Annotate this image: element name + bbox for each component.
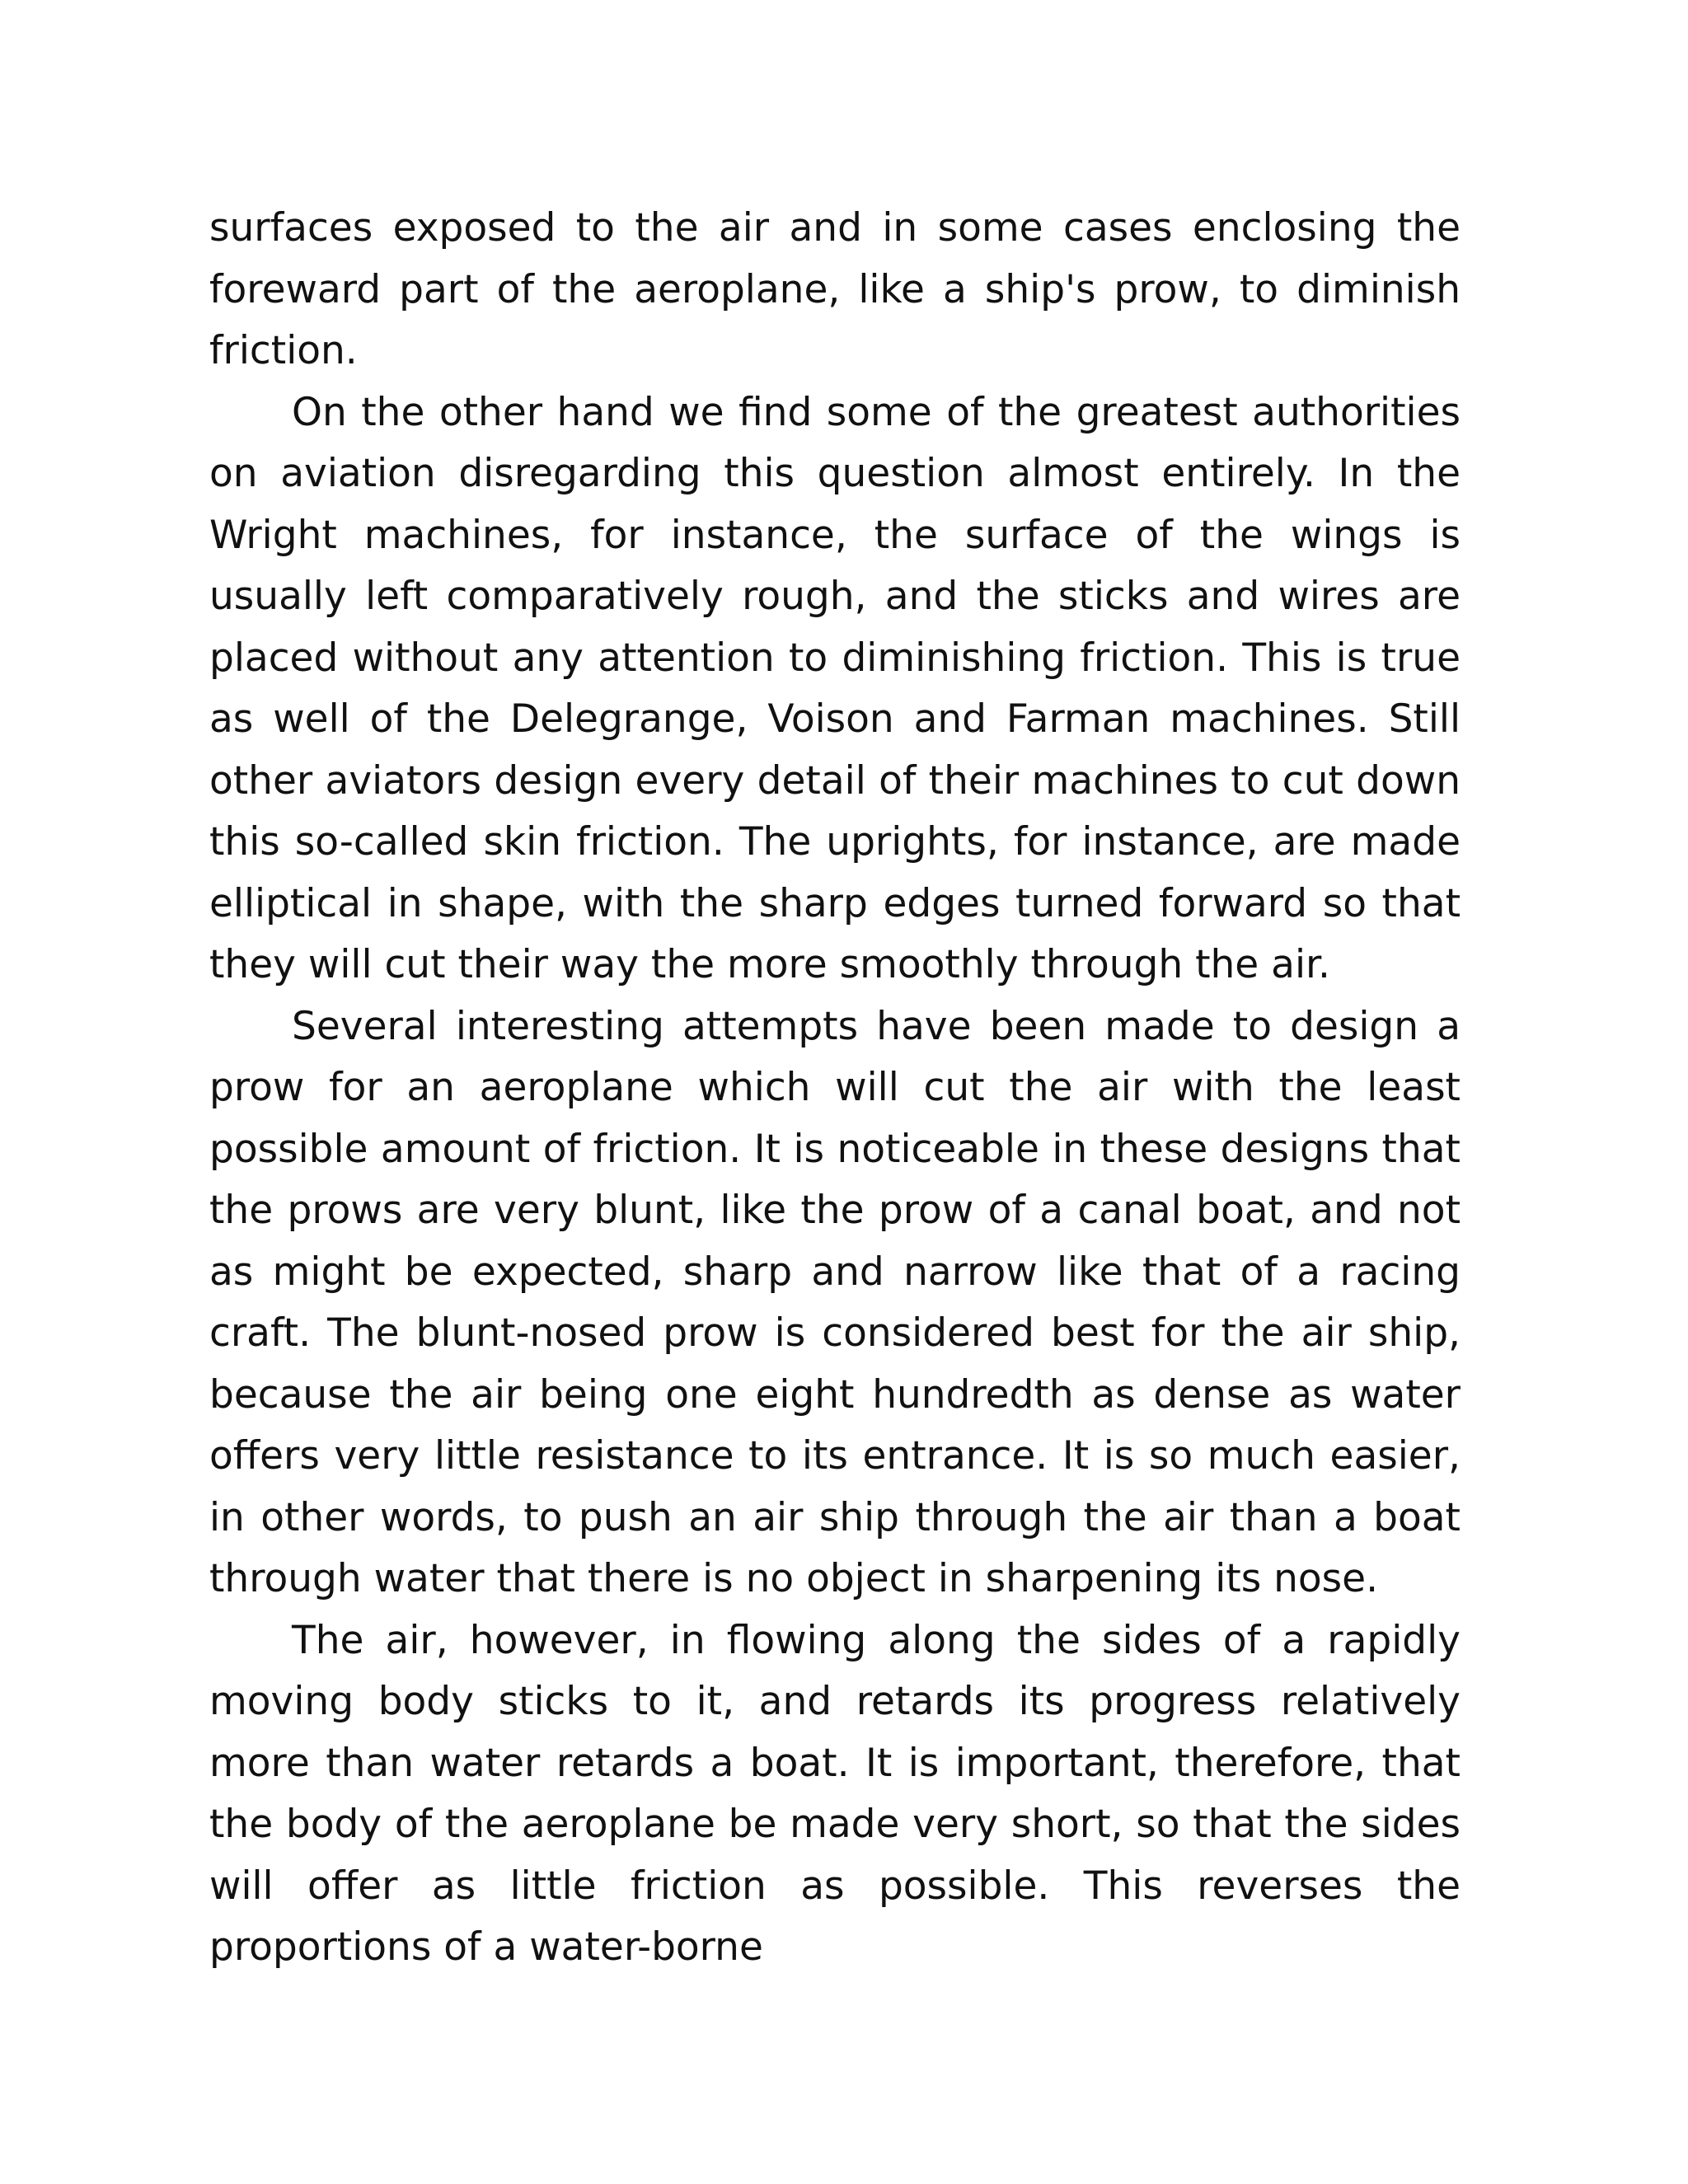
body-text xyxy=(209,198,1461,1979)
paragraph-authorities: On the other hand we find some of the greatest authorities on aviation disregarding this question almost entirely. In the Wright machines, for instance, the surface of the wings is usually left comparatively rough, and the sticks and wires are placed without any attention to diminishing friction. This is true as well of the Delegrange, Voison and Farman machines. Still other aviators design every detail of their machines to cut down this so-called skin friction. The uprights, for instance, are made elliptical in shape, with the sharp edges turned forward so that they will cut their way the more smoothly through the air. xyxy=(209,389,1461,987)
paragraph-continued: surfaces exposed to the air and in some cases enclosing the foreward part of the aeroplane, like a ship's prow, to diminish friction. xyxy=(209,205,1461,373)
paragraph-prow-design: Several interesting attempts have been made to design a prow for an aeroplane which will cut the air with the least possible amount of friction. It is noticeable in these designs that the prows are very blunt, like the prow of a canal boat, and not as might be expected, sharp and narrow like that of a racing craft. The blunt-nosed prow is considered best for the air ship, because the air being one eight hundredth as dense as water offers very little resistance to its entrance. It is so much easier, in other words, to push an air ship through the air than a boat through water that there is no object in sharpening its nose. xyxy=(209,1003,1461,1601)
paragraph-air-friction: The air, however, in flowing along the sides of a rapidly moving body sticks to it, and retards its progress relatively more than water retards a boat. It is important, therefore, that the body of the aeroplane be made very short, so that the sides will offer as little friction as possible. This reverses the proportions of a water-borne xyxy=(209,1617,1461,1970)
